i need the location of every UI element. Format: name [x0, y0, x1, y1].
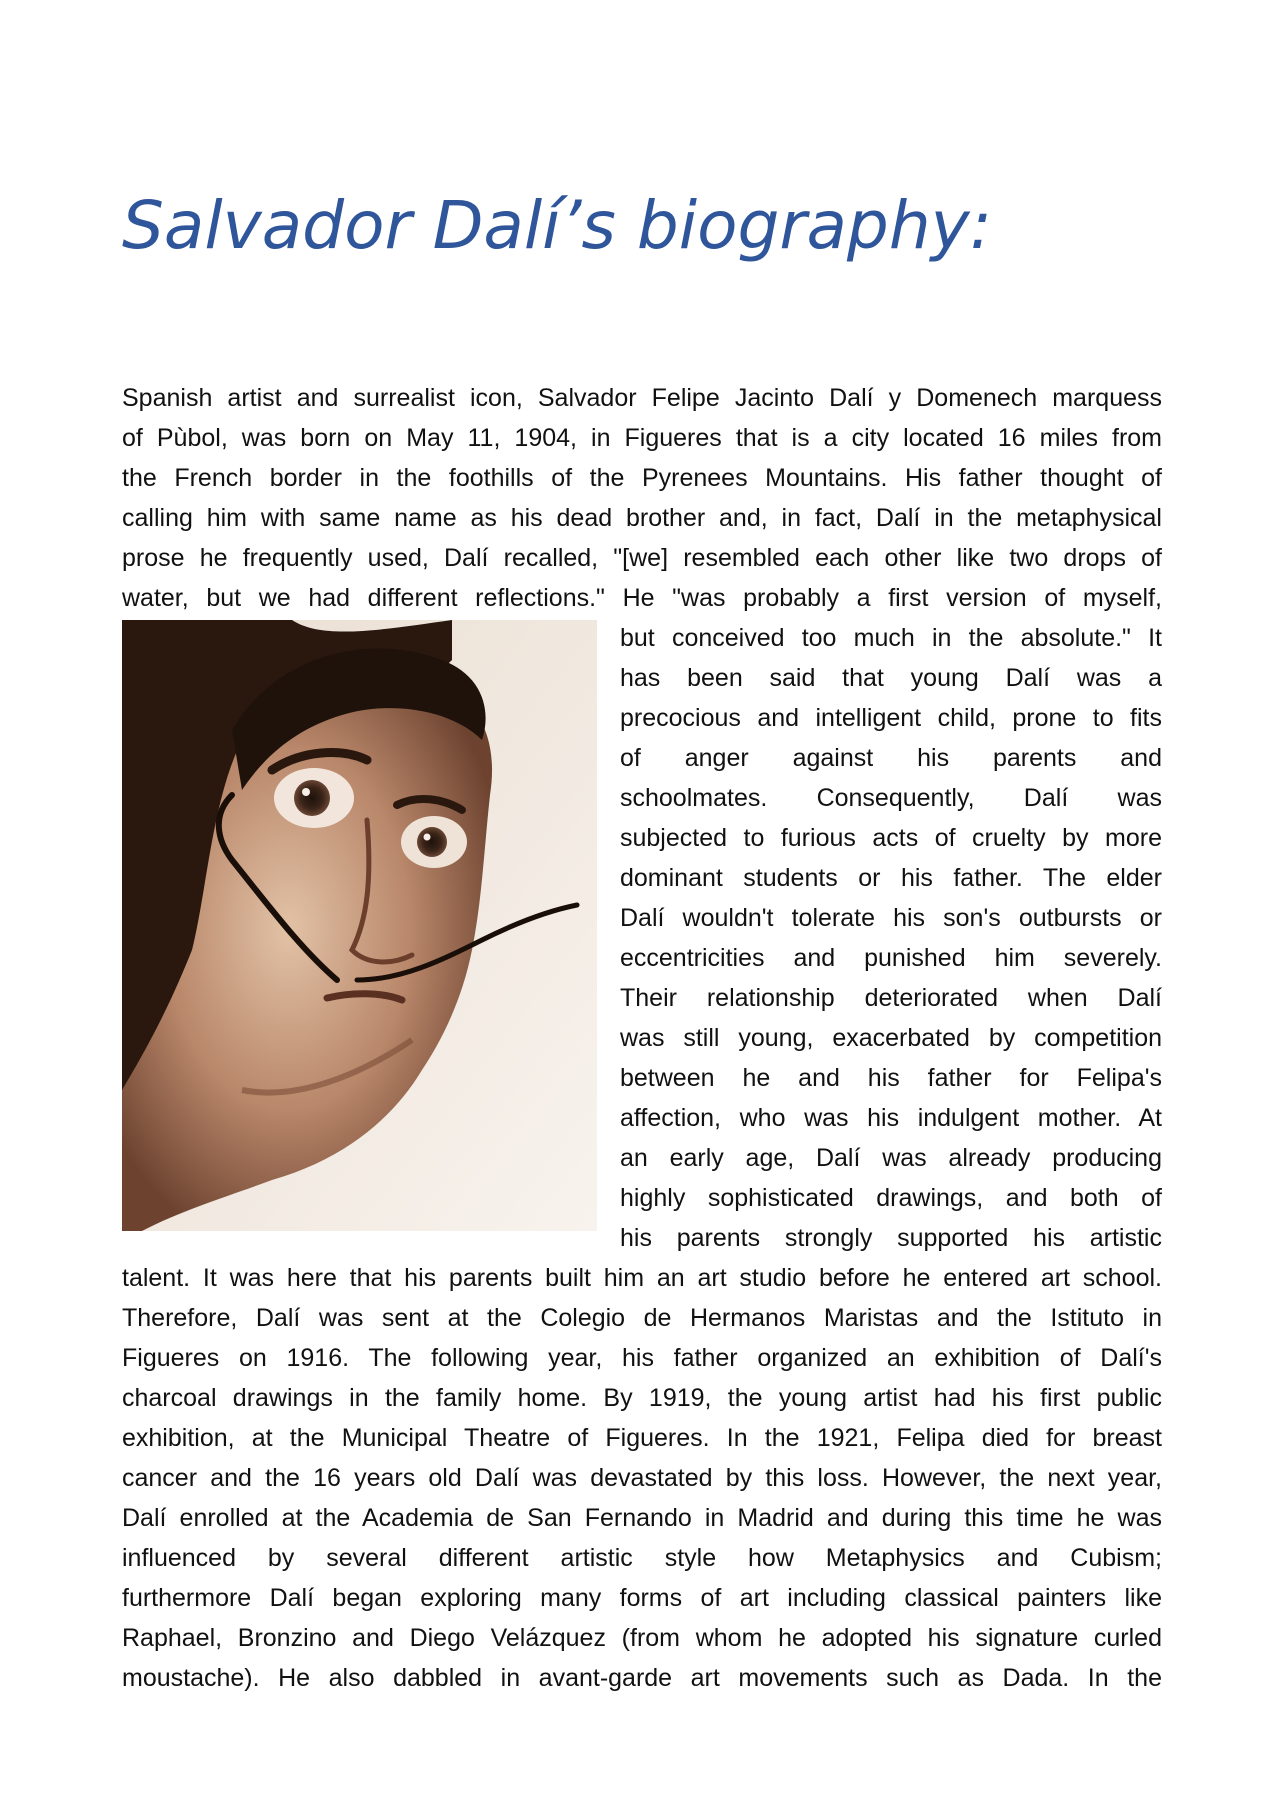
portrait-illustration	[122, 620, 597, 1231]
text-line: Dalí wouldn't tolerate his son's outbursts or	[620, 904, 1162, 932]
paragraph-childhood	[620, 618, 1162, 1258]
text-line: furthermore Dalí began exploring many forms of art including classical painters like	[122, 1584, 1162, 1612]
text-line: Figueres on 1916. The following year, his father organized an exhibition of Dalí's	[122, 1344, 1162, 1372]
text-line: moustache). He also dabbled in avant-garde art movements such as Dada. In the	[122, 1664, 1162, 1692]
text-line: his parents strongly supported his artistic	[620, 1224, 1162, 1252]
paragraph-intro	[122, 378, 1162, 618]
text-line: charcoal drawings in the family home. By 1919, the young artist had his first public	[122, 1384, 1162, 1412]
text-line: dominant students or his father. The elder	[620, 864, 1162, 892]
text-line: precocious and intelligent child, prone to fits	[620, 704, 1162, 732]
text-line: eccentricities and punished him severely.	[620, 944, 1162, 972]
text-line: affection, who was his indulgent mother. At	[620, 1104, 1162, 1132]
paragraph-education	[122, 1258, 1162, 1698]
text-line: Raphael, Bronzino and Diego Velázquez (from whom he adopted his signature curled	[122, 1624, 1162, 1652]
text-line: influenced by several different artistic style how Metaphysics and Cubism;	[122, 1544, 1162, 1572]
text-line: Their relationship deteriorated when Dalí	[620, 984, 1162, 1012]
text-line: has been said that young Dalí was a	[620, 664, 1162, 692]
text-line: of anger against his parents and	[620, 744, 1162, 772]
text-line: Therefore, Dalí was sent at the Colegio de Hermanos Maristas and the Istituto in	[122, 1304, 1162, 1332]
text-line: exhibition, at the Municipal Theatre of Figueres. In the 1921, Felipa died for breast	[122, 1424, 1162, 1452]
text-line: Spanish artist and surrealist icon, Salvador Felipe Jacinto Dalí y Domenech marquess	[122, 384, 1162, 412]
text-line: cancer and the 16 years old Dalí was devastated by this loss. However, the next year,	[122, 1464, 1162, 1492]
text-line: calling him with same name as his dead brother and, in fact, Dalí in the metaphysical	[122, 504, 1162, 532]
text-line: water, but we had different reflections." He "was probably a first version of myself,	[122, 584, 1162, 612]
text-line: talent. It was here that his parents built him an art studio before he entered art school.	[122, 1264, 1162, 1292]
text-line: prose he frequently used, Dalí recalled, "[we] resembled each other like two drops of	[122, 544, 1162, 572]
text-line: but conceived too much in the absolute." It	[620, 624, 1162, 652]
text-line: Dalí enrolled at the Academia de San Fernando in Madrid and during this time he was	[122, 1504, 1162, 1532]
text-line: highly sophisticated drawings, and both of	[620, 1184, 1162, 1212]
text-line: of Pùbol, was born on May 11, 1904, in Figueres that is a city located 16 miles from	[122, 424, 1162, 452]
text-line: an early age, Dalí was already producing	[620, 1144, 1162, 1172]
text-line: schoolmates. Consequently, Dalí was	[620, 784, 1162, 812]
text-line: between he and his father for Felipa's	[620, 1064, 1162, 1092]
text-line: subjected to furious acts of cruelty by more	[620, 824, 1162, 852]
text-line: was still young, exacerbated by competition	[620, 1024, 1162, 1052]
dali-portrait-image	[122, 620, 597, 1231]
text-line: the French border in the foothills of the Pyrenees Mountains. His father thought of	[122, 464, 1162, 492]
page-title: Salvador Dalí’s biography:	[122, 187, 992, 264]
